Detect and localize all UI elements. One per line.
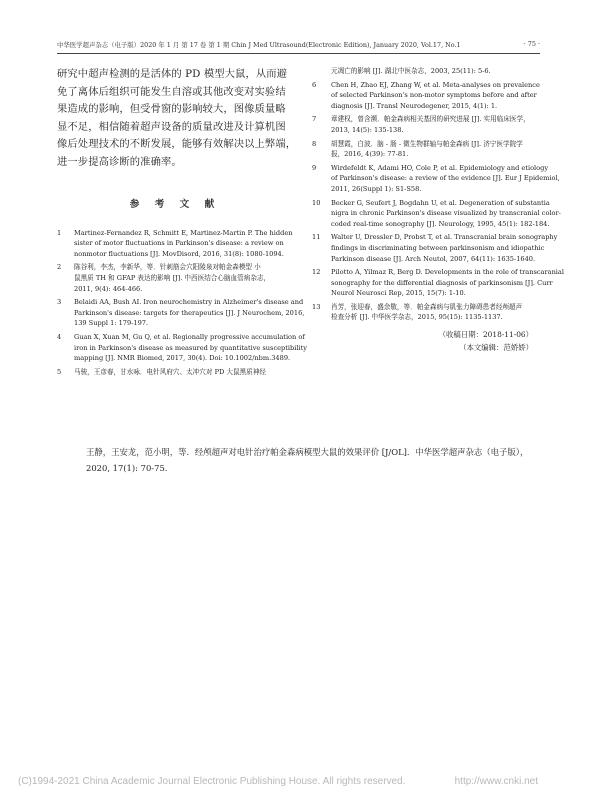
reference-line: diagnosis [J]. Transl Neurodegener, 2015, 4(1): 1. [331, 101, 498, 110]
reference-line: Neurol Neurosci Rep, 2015, 15(7): 1-10. [331, 289, 466, 298]
reference-line: mapping [J]. NMR Biomed, 2017, 30(4). Doi: 10.1002/nbm.3489. [74, 354, 291, 363]
reference-line: Chen H, Zhao EJ, Zhang W, et al. Meta-analyses on prevalence [331, 80, 540, 89]
reference-line: nonmotor fluctuations [J]. MovDisord, 2016, 31(8): 1080-1094. [74, 249, 284, 258]
reference-item [312, 114, 541, 135]
body-line: 显不足，相信随着超声设备的质量改进及计算机图 [57, 120, 286, 133]
reference-number: 9 [312, 163, 317, 172]
left-column [57, 66, 307, 380]
reference-line: sonography for the differential diagnosis of parkinsonism [J]. Curr [331, 278, 553, 287]
reference-number: 2 [57, 263, 62, 272]
reference-line: 报，2016, 4(39): 77-81. [331, 150, 409, 159]
reference-item [57, 228, 293, 260]
reference-line: 2013, 14(5): 135-138. [331, 125, 404, 134]
reference-number: 12 [312, 268, 321, 277]
reference-line: Walter U, Dressler D, Probst T, et al. Transcranial brain sonography [331, 233, 558, 242]
reference-item [312, 232, 558, 264]
header-rule [57, 53, 540, 54]
body-line: 像后处理技术的不断发展，能够有效解决以上弊端， [57, 138, 297, 151]
reference-continuation: 元凋亡的影响 [J]. 湖北中医杂志，2003, 25(11): 5-6. [331, 67, 491, 75]
reference-item [312, 302, 541, 323]
reference-line: of selected Parkinson's non-motor symptoms before and after [331, 91, 537, 100]
reference-line: 章建权，曾含濒．帕金森病相关基因的研究进展 [J]. 实用临床医学， [331, 115, 530, 124]
reference-line: Martinez-Fernandez R, Schmitt E, Martinez-Martin P. The hidden [74, 228, 293, 237]
reference-line: 鼠黑质 TH 和 GFAP 表达的影响 [J]. 中西医结合心脑血管病杂志， [74, 273, 271, 282]
reference-item [312, 80, 541, 112]
reference-number: 8 [312, 139, 317, 148]
reference-number: 10 [312, 198, 321, 207]
reference-line: sister of motor fluctuations in Parkinson's disease: a review on [74, 239, 284, 248]
reference-list-left [57, 228, 307, 378]
reference-line: Pilotto A, Yilmaz R, Berg D. Developments in the role of transcaranial [331, 268, 564, 277]
footer-copyright: (C)1994-2021 China Academic Journal Electronic Publishing House. All rights reserved. [18, 776, 406, 787]
reference-line: Parkinson's disease: targets for therapeutics [J]. J Neurochem, 2016, [74, 308, 305, 317]
reference-line: Guan X, Xuan M, Gu Q, et al. Regionally progressive accumulation of [74, 332, 305, 341]
reference-line: Parkinson disease [J]. Arch Neutol, 2007, 64(11): 1635-1640. [331, 254, 536, 263]
journal-header: 中华医学超声杂志（电子版）2020 年 1 月 第 17 卷 第 1 期 Chin J Med Ultrasound(Electronic Edition), January 2020, Vol.17, No.1 [57, 41, 461, 49]
reference-number: 3 [57, 298, 62, 307]
reference-line: Becker G, Seufert J, Bogdahn U, et al. Degeneration of substantia [331, 198, 550, 207]
reference-item [312, 267, 564, 299]
reference-line: nigra in chronic Parkinson's disease visualized by transcranial color- [331, 209, 561, 218]
body-line: 免了离体后组织可能发生自溶或其他改变对实验结 [57, 85, 286, 98]
reference-line: 2011, 9(4): 464-466. [74, 284, 143, 293]
references-heading: 参 考 文 献 [129, 198, 221, 210]
reference-line: 马骏，王彦春，甘水咏．电针风府穴、太冲穴对 PD 大鼠黑质神经 [74, 367, 266, 376]
citation-line: 2020, 17(1): 70-75. [86, 463, 168, 473]
reference-number: 13 [312, 302, 321, 311]
reference-line: of Parkinson's disease: a review of the evidence [J]. Eur J Epidemiol, [331, 174, 560, 183]
copyright-footer [18, 776, 538, 787]
editor-note: （本文编辑：范娇娇） [459, 342, 533, 352]
reference-item [57, 332, 307, 364]
right-column [312, 66, 564, 354]
reference-item [312, 163, 560, 195]
reference-item [57, 262, 293, 294]
citation-line: 王静，王安龙，范小明，等．经颅超声对电针治疗帕金森病模型大鼠的效果评价 [J/OL]．中华医学超声杂志（电子版）， [86, 447, 529, 457]
citation-block [86, 444, 546, 476]
reference-number: 1 [57, 228, 62, 237]
reference-item [57, 367, 293, 378]
reference-item [312, 139, 541, 160]
reference-number: 5 [57, 367, 62, 376]
body-line: 进一步提高诊断的准确率。 [57, 155, 182, 168]
footer-link[interactable]: http://www.cnki.net [454, 776, 538, 787]
reference-number: 6 [312, 80, 317, 89]
reference-line: coded real-time sonography [J]. Neurology, 1995, 45(1): 182-184. [331, 219, 550, 228]
reference-line: 2011, 26(Suppl 1): S1-S58. [331, 184, 422, 193]
reference-line: Belaidi AA, Bush AI. Iron neurochemistry in Alzheimer's disease and [74, 298, 304, 307]
reference-line: Wirdefeldt K, Adami HO, Cole P, et al. Epidemiology and etiology [331, 163, 549, 172]
running-header [57, 40, 540, 49]
reference-line: 139 Suppl 1: 179-197. [74, 319, 149, 328]
body-line: 研究中超声检测的是活体的 PD 模型大鼠，从而避 [57, 68, 288, 80]
reference-line: 陈谷利，李杰，李新华，等．针刺筋会穴阳陵泉对帕金森模型 小 [74, 263, 261, 272]
reference-line: iron in Parkinson's disease as measured by quantitative susceptibility [74, 343, 307, 352]
reference-number: 4 [57, 332, 62, 341]
reference-line: findings in discriminating between parkinsonism and idiopathic [331, 243, 545, 252]
reference-item [312, 198, 561, 230]
reference-number: 7 [312, 115, 317, 124]
received-date: （收稿日期：2018-11-06） [438, 330, 533, 340]
body-line: 果造成的影响，但受骨窗的影响较大，图像质量略 [57, 103, 286, 116]
page-number: · 75 · [523, 40, 540, 48]
body-paragraph [57, 66, 297, 172]
reference-item [57, 297, 305, 329]
reference-line: 肖芳，张迎春，盛余敬，等．帕金森病与肌张力障碍患者经颅超声 [331, 302, 523, 311]
reference-list-right [312, 80, 564, 323]
reference-line: 检查分析 [J]. 中华医学杂志，2015, 95(15): 1135-1137. [331, 313, 503, 322]
reference-number: 11 [312, 233, 321, 242]
reference-line: 胡慧霞，白波．脑 - 肠 - 微生物群轴与帕金森病 [J]. 济宁医学院学 [331, 139, 523, 148]
